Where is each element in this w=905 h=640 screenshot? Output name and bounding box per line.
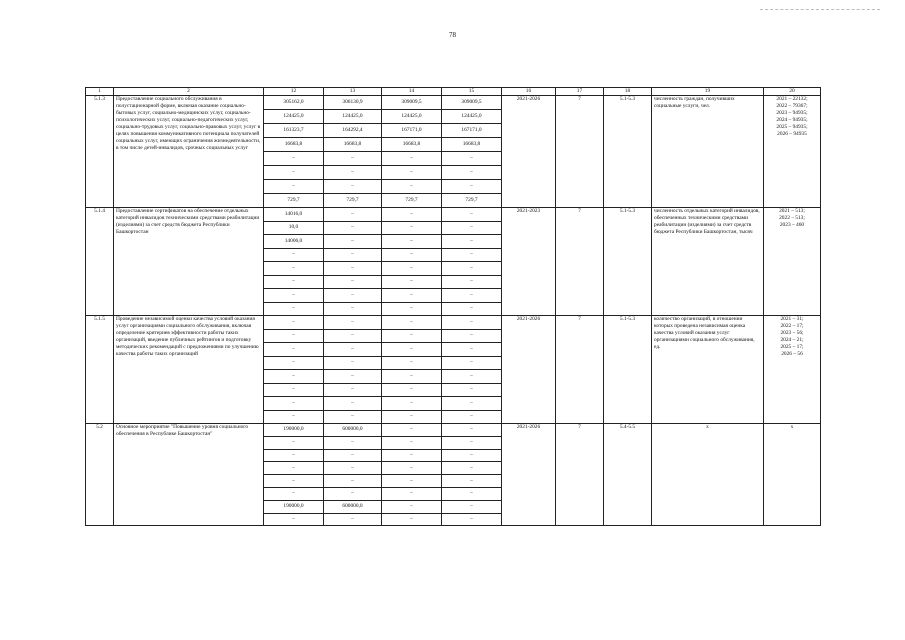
amount-cell: – (382, 500, 442, 513)
amount-cell: – (264, 302, 324, 316)
amount-cell: – (442, 152, 502, 166)
amount-cell: – (324, 152, 382, 166)
row-col17: 7 (556, 316, 604, 424)
row-period: 2021-2026 (502, 424, 556, 526)
amount-cell: 167171,0 (382, 124, 442, 138)
amount-cell: – (264, 248, 324, 262)
amount-cell: – (264, 152, 324, 166)
amount-cell: – (442, 180, 502, 194)
amount-cell: – (382, 475, 442, 488)
header-row (86, 88, 821, 96)
amount-cell: – (324, 436, 382, 449)
target-value: 2025 – 94935; (776, 124, 808, 131)
amount-cell: – (442, 289, 502, 303)
amount-cell: – (442, 302, 502, 316)
target-value: 2022 – 17; (780, 323, 804, 330)
amount-cell: 14006,0 (264, 235, 324, 249)
amount-cell: – (442, 316, 502, 330)
amount-cell: 600000,0 (324, 500, 382, 513)
table-row (86, 96, 821, 110)
amount-cell: – (382, 316, 442, 330)
target-value: 2023 – 460 (779, 222, 805, 229)
amount-cell: – (264, 262, 324, 276)
amount-cell: – (382, 166, 442, 180)
amount-cell: – (324, 343, 382, 357)
amount-cell: – (442, 248, 502, 262)
amount-cell: – (264, 180, 324, 194)
amount-cell: – (382, 343, 442, 357)
amount-cell: 309009,5 (382, 96, 442, 110)
amount-cell: 16683,8 (324, 138, 382, 152)
amount-cell: – (442, 475, 502, 488)
amount-cell: – (442, 356, 502, 370)
amount-cell: – (264, 488, 324, 501)
row-period: 2021-2026 (502, 96, 556, 208)
page-number: 78 (449, 31, 456, 39)
amount-cell: – (264, 343, 324, 357)
amount-cell: – (382, 152, 442, 166)
header-cell: 17 (556, 88, 604, 96)
amount-cell: – (382, 275, 442, 289)
amount-cell: – (442, 221, 502, 235)
amount-cell: – (264, 513, 324, 526)
amount-cell: 161323,7 (264, 124, 324, 138)
amount-cell: 164292,4 (324, 124, 382, 138)
amount-cell: – (442, 397, 502, 411)
header-cell: 19 (652, 88, 764, 96)
amount-cell: – (324, 475, 382, 488)
amount-cell: 10,0 (264, 221, 324, 235)
row-col18: 5.1-5.3 (604, 208, 652, 316)
amount-cell: – (324, 410, 382, 424)
amount-cell: – (324, 208, 382, 222)
amount-cell: 600000,0 (324, 424, 382, 437)
amount-cell: 16683,8 (442, 138, 502, 152)
row-indicator: количество организаций, в отношении которых проведена независимая оценка качества условий оказания услуг организациями социального обслуживания, ед. (652, 316, 764, 424)
row-name: Проведение независимой оценки качества условий оказания услуг организациями социального обслуживания, включая определение критериев эффективности работы таких организаций, введение публичных рейтингов и подготовку методических рекомендаций с предложениями по улучшению качества работы таких организаций (114, 316, 264, 424)
amount-cell: 16683,8 (382, 138, 442, 152)
target-value: 2024 – 94935; (776, 117, 808, 124)
amount-cell: 124425,0 (264, 110, 324, 124)
target-value: 2025 – 17; (780, 344, 804, 351)
row-period: 2021-2023 (502, 208, 556, 316)
amount-cell: – (382, 449, 442, 462)
amount-cell: – (324, 397, 382, 411)
amount-cell: – (442, 410, 502, 424)
amount-cell: – (382, 289, 442, 303)
amount-cell: 16683,8 (264, 138, 324, 152)
amount-cell: – (264, 316, 324, 330)
amount-cell: – (382, 208, 442, 222)
amount-cell: – (442, 262, 502, 276)
amount-cell: – (324, 329, 382, 343)
row-code: 5.2 (86, 424, 114, 526)
amount-cell: – (442, 488, 502, 501)
amount-cell: – (442, 500, 502, 513)
amount-cell: 306130,9 (324, 96, 382, 110)
target-value: 2024 – 21; (780, 337, 804, 344)
row-target-values (764, 424, 821, 526)
header-cell: 15 (442, 88, 502, 96)
table-row (86, 424, 821, 437)
amount-cell: – (382, 488, 442, 501)
amount-cell: – (264, 329, 324, 343)
amount-cell: – (382, 370, 442, 384)
header-cell: 16 (502, 88, 556, 96)
row-code: 5.1.3 (86, 96, 114, 208)
amount-cell: – (324, 275, 382, 289)
row-indicator: численность граждан, получивших социальные услуги, чел. (652, 96, 764, 208)
amount-cell: – (442, 166, 502, 180)
amount-cell: – (382, 513, 442, 526)
amount-cell: 729,7 (382, 194, 442, 208)
amount-cell: – (324, 449, 382, 462)
target-value: 2026 – 94935 (777, 131, 807, 138)
amount-cell: – (264, 356, 324, 370)
header-cell: 20 (764, 88, 821, 96)
header-cell: 12 (264, 88, 324, 96)
amount-cell: – (382, 235, 442, 249)
amount-cell: – (442, 370, 502, 384)
amount-cell: 167171,0 (442, 124, 502, 138)
target-value: 2022 – 513; (779, 215, 805, 222)
amount-cell: – (442, 436, 502, 449)
amount-cell: 124425,0 (324, 110, 382, 124)
amount-cell: 729,7 (324, 194, 382, 208)
amount-cell: – (382, 397, 442, 411)
amount-cell: – (324, 262, 382, 276)
row-col17: 7 (556, 208, 604, 316)
amount-cell: 190000,0 (264, 500, 324, 513)
amount-cell: – (324, 488, 382, 501)
amount-cell: – (324, 302, 382, 316)
amount-cell: – (442, 449, 502, 462)
row-col18: 5.1-5.3 (604, 96, 652, 208)
amount-cell: – (442, 424, 502, 437)
amount-cell: – (324, 370, 382, 384)
target-value: 2021 – 22132; (776, 96, 808, 103)
amount-cell: – (442, 343, 502, 357)
amount-cell: 190000,0 (264, 424, 324, 437)
amount-cell: – (442, 329, 502, 343)
amount-cell: – (442, 513, 502, 526)
amount-cell: – (324, 356, 382, 370)
row-indicator: численность отдельных категорий инвалидов, обеспеченных техническими средствами реабилитации (изделиями) за счет средств бюджета Республики Башкортостан, тысяч (652, 208, 764, 316)
target-value: х (790, 424, 794, 431)
amount-cell: – (324, 383, 382, 397)
row-col18: 5.4-5.5 (604, 424, 652, 526)
amount-cell: – (264, 436, 324, 449)
amount-cell: – (264, 449, 324, 462)
row-name: Предоставление сертификатов на обеспечение отдельных категорий инвалидов техническими средствами реабилитации (изделиями) за счет средств бюджета Республики Башкортостан (114, 208, 264, 316)
amount-cell: – (324, 316, 382, 330)
amount-cell: – (264, 397, 324, 411)
amount-cell: – (324, 166, 382, 180)
row-col18: 5.1-5.3 (604, 316, 652, 424)
amount-cell: – (324, 221, 382, 235)
header-cell: 2 (114, 88, 264, 96)
amount-cell: 309009,5 (442, 96, 502, 110)
row-code: 5.1.4 (86, 208, 114, 316)
amount-cell: – (382, 383, 442, 397)
scan-mark (760, 9, 880, 10)
target-value: 2023 – 56; (780, 330, 804, 337)
amount-cell: – (442, 235, 502, 249)
amount-cell: – (442, 208, 502, 222)
target-value: 2023 – 94935; (776, 110, 808, 117)
header-cell: 14 (382, 88, 442, 96)
amount-cell: – (382, 410, 442, 424)
target-value: 2021 – 31; (780, 316, 804, 323)
amount-cell: – (442, 275, 502, 289)
table-row (86, 208, 821, 222)
header-cell: 13 (324, 88, 382, 96)
amount-cell: – (324, 235, 382, 249)
amount-cell: – (264, 383, 324, 397)
amount-cell: – (264, 410, 324, 424)
row-col17: 7 (556, 424, 604, 526)
amount-cell: – (264, 289, 324, 303)
amount-cell: – (264, 462, 324, 475)
amount-cell: – (324, 289, 382, 303)
amount-cell: 729,7 (442, 194, 502, 208)
amount-cell: – (382, 221, 442, 235)
row-name: Основное мероприятие "Повышение уровня социального обеспечения в Республике Башкортостан" (114, 424, 264, 526)
row-target-values (764, 316, 821, 424)
amount-cell: – (382, 424, 442, 437)
amount-cell: – (324, 513, 382, 526)
amount-cell: – (382, 180, 442, 194)
amount-cell: 124425,0 (382, 110, 442, 124)
amount-cell: – (264, 166, 324, 180)
amount-cell: – (264, 275, 324, 289)
amount-cell: – (382, 302, 442, 316)
amount-cell: – (382, 436, 442, 449)
amount-cell: – (382, 356, 442, 370)
amount-cell: – (442, 462, 502, 475)
row-target-values (764, 96, 821, 208)
amount-cell: – (442, 383, 502, 397)
amount-cell: 729,7 (264, 194, 324, 208)
target-value: 2021 – 513; (779, 208, 805, 215)
amount-cell: 124425,0 (442, 110, 502, 124)
row-period: 2021-2026 (502, 316, 556, 424)
header-cell: 18 (604, 88, 652, 96)
amount-cell: 14016,0 (264, 208, 324, 222)
row-col17: 7 (556, 96, 604, 208)
header-cell: 1 (86, 88, 114, 96)
amount-cell: – (264, 475, 324, 488)
table-row (86, 316, 821, 330)
amount-cell: – (382, 262, 442, 276)
target-value: 2022 – 79367; (776, 103, 808, 110)
row-code: 5.1.5 (86, 316, 114, 424)
amount-cell: 305162,0 (264, 96, 324, 110)
amount-cell: – (382, 462, 442, 475)
amount-cell: – (382, 329, 442, 343)
amount-cell: – (324, 180, 382, 194)
target-value: 2026 – 56 (781, 351, 803, 358)
row-target-values (764, 208, 821, 316)
amount-cell: – (324, 248, 382, 262)
amount-cell: – (324, 462, 382, 475)
row-indicator: х (652, 424, 764, 526)
amount-cell: – (264, 370, 324, 384)
program-table (85, 87, 821, 526)
row-name: Предоставление социального обслуживания в полустационарной форме, включая оказание социально-бытовых услуг, социально-медицинских услуг, социально-психологических услуг, социально-педагогических услуг, социально-трудовых услуг, социально-правовых услуг, услуг в целях повышения коммуникативного потенциала получателей социальных услуг, имеющих ограничения жизнедеятельности, в том числе детей-инвалидов, срочных социальных услуг (114, 96, 264, 208)
amount-cell: – (382, 248, 442, 262)
